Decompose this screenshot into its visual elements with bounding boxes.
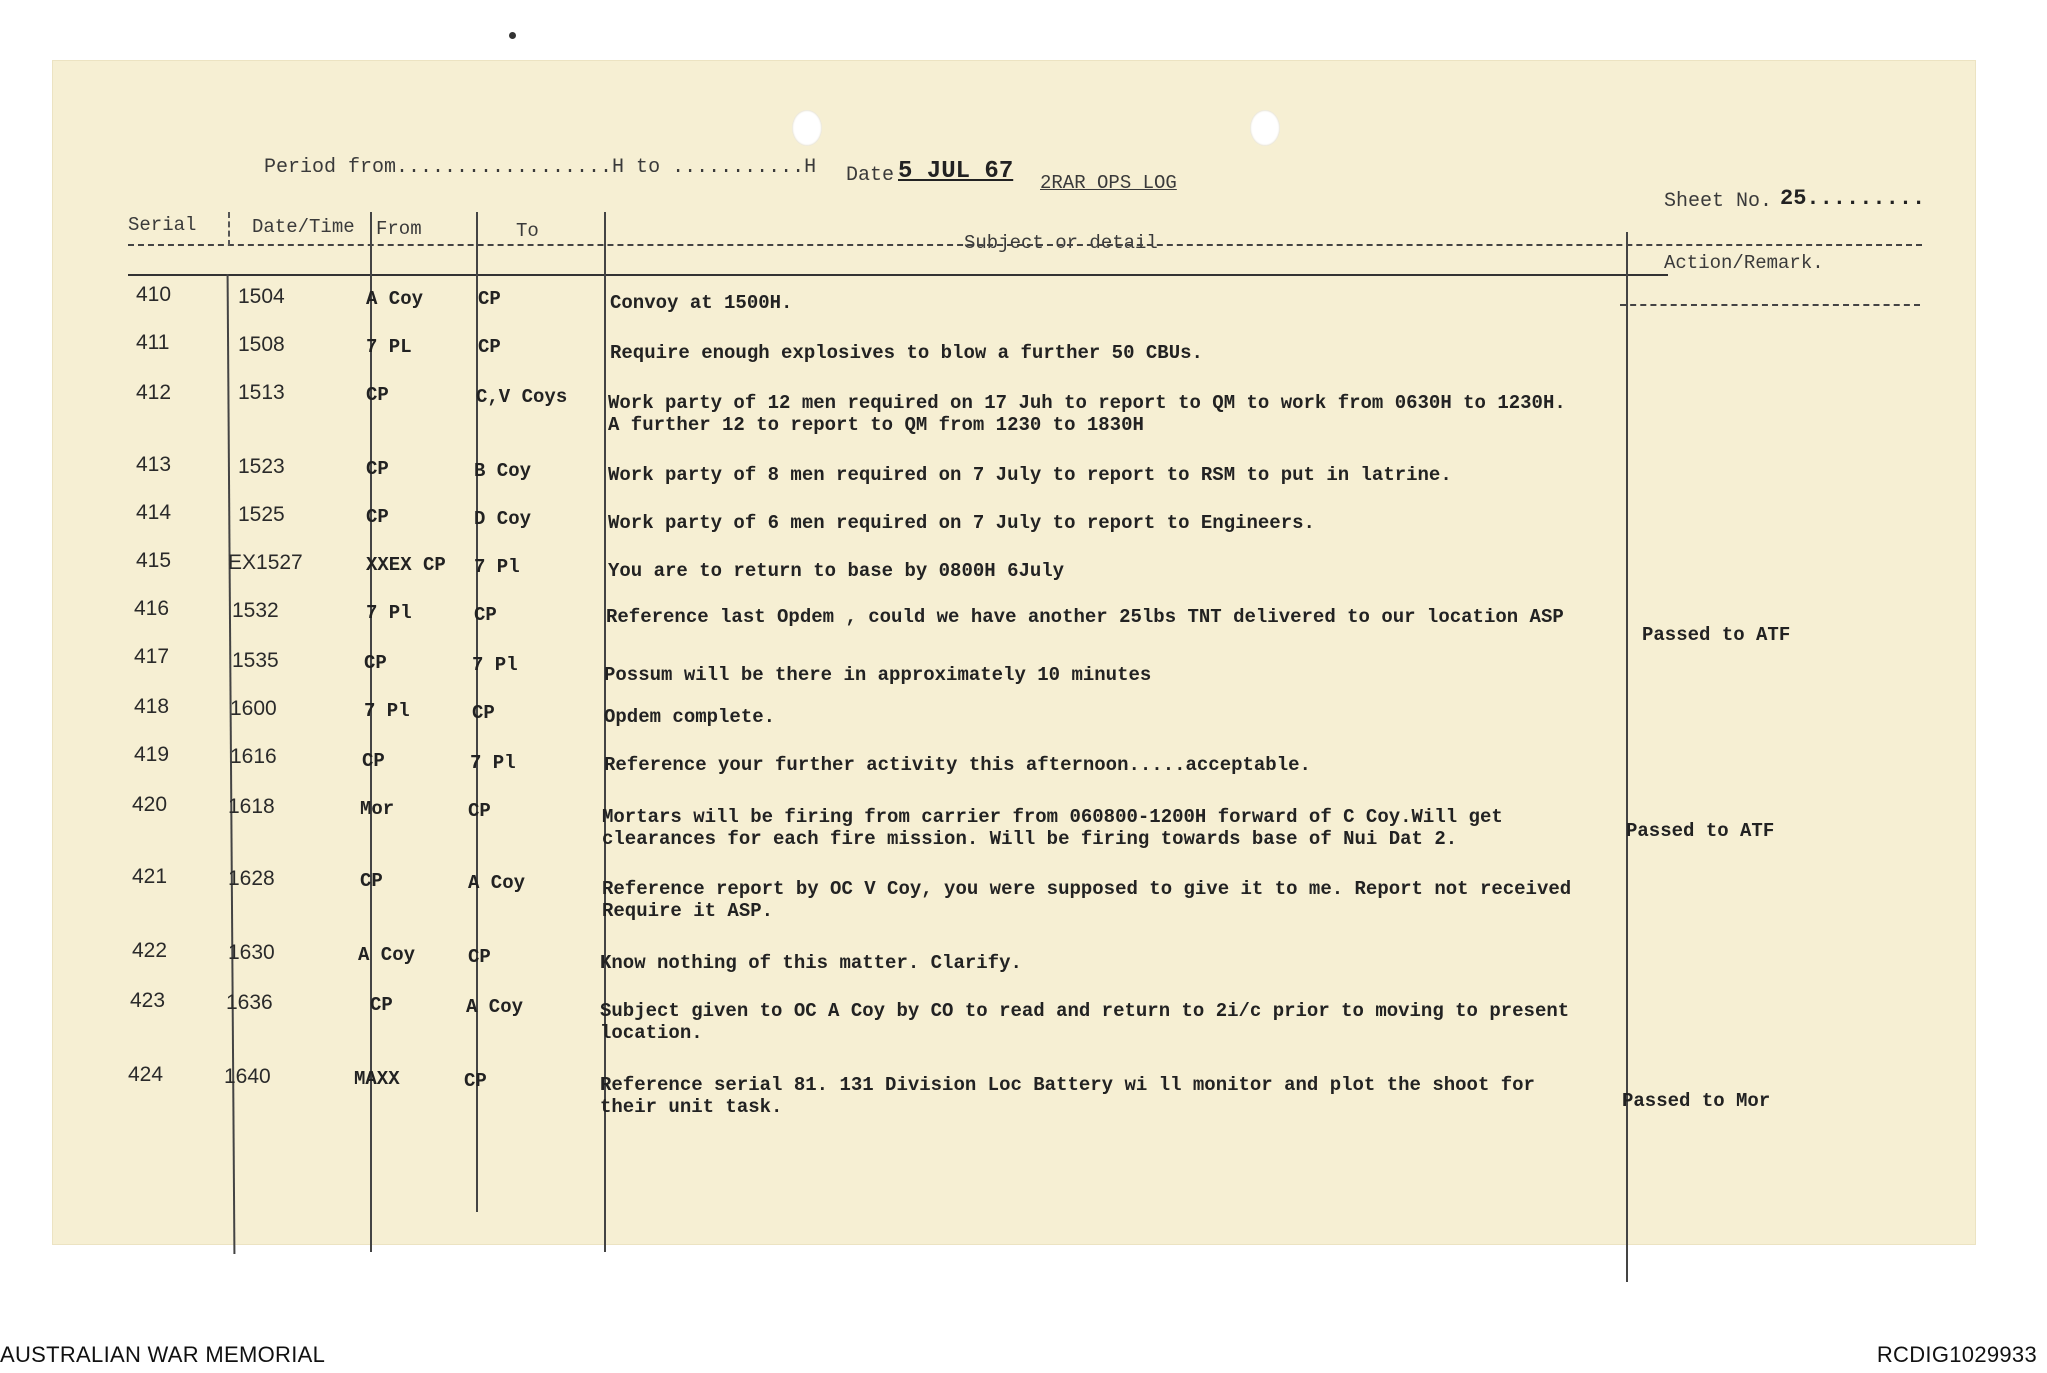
row-from: CP: [366, 384, 389, 406]
row-serial: 424: [128, 1063, 164, 1086]
row-time: 1600: [230, 697, 277, 720]
row-serial: 415: [136, 549, 172, 572]
ops-log-sheet: [52, 60, 1976, 1245]
divider-serial: [228, 212, 230, 246]
row-from: CP: [360, 870, 383, 892]
row-from: CP: [370, 994, 393, 1016]
row-to: D Coy: [474, 508, 532, 530]
row-serial: 412: [136, 381, 172, 404]
row-to: 7 Pl: [474, 556, 520, 578]
row-subject-line: Require it ASP.: [602, 900, 774, 922]
sheet-label: Sheet No.: [1664, 190, 1773, 213]
row-time: 1508: [238, 333, 285, 356]
row-time: EX1527: [228, 551, 303, 574]
row-to: C,V Coys: [476, 386, 568, 408]
row-time: 1628: [228, 867, 275, 890]
log-title: 2RAR OPS LOG: [1040, 172, 1177, 194]
row-action: Passed to ATF: [1642, 624, 1791, 646]
footer-record-id: RCDIG1029933: [1876, 1342, 2037, 1367]
row-subject-line: Require enough explosives to blow a further 50 CBUs.: [610, 342, 1203, 364]
row-to: A Coy: [468, 872, 526, 894]
row-subject-line: Know nothing of this matter. Clarify.: [600, 952, 1022, 974]
row-time: 1630: [228, 941, 275, 964]
row-subject-line: Reference serial 81. 131 Division Loc Battery wi ll monitor and plot the shoot for: [600, 1074, 1535, 1096]
row-serial: 418: [134, 695, 170, 718]
ink-speck: [509, 32, 516, 39]
row-from: A Coy: [358, 944, 416, 966]
row-time: 1535: [232, 649, 279, 672]
row-to: CP: [468, 800, 491, 822]
row-from: 7 Pl: [364, 700, 410, 722]
row-time: 1525: [238, 503, 285, 526]
row-subject-line: Possum will be there in approximately 10 minutes: [604, 664, 1152, 686]
row-subject-line: location.: [600, 1022, 703, 1044]
col-action: Action/Remark.: [1664, 252, 1824, 274]
row-subject-line: A further 12 to report to QM from 1230 to 1830H: [608, 414, 1144, 436]
row-to: CP: [478, 288, 501, 310]
row-subject-line: Opdem complete.: [604, 706, 776, 728]
col-to: To: [516, 220, 539, 242]
row-subject-line: Work party of 8 men required on 7 July to report to RSM to put in latrine.: [608, 464, 1452, 486]
row-subject-line: clearances for each fire mission. Will be firing towards base of Nui Dat 2.: [602, 828, 1458, 850]
date-value: 5 JUL 67: [898, 158, 1014, 185]
row-subject-line: You are to return to base by 0800H 6July: [608, 560, 1065, 582]
row-serial: 414: [136, 501, 172, 524]
row-action: Passed to ATF: [1626, 820, 1775, 842]
col-subject: Subject or detail: [964, 232, 1158, 254]
col-serial: Serial: [128, 214, 197, 236]
row-subject-line: Convoy at 1500H.: [610, 292, 793, 314]
row-time: 1618: [228, 795, 275, 818]
row-time: 1532: [232, 599, 279, 622]
row-time: 1504: [238, 285, 285, 308]
row-serial: 423: [130, 989, 166, 1012]
row-time: 1640: [224, 1065, 271, 1088]
row-time: 1636: [226, 991, 273, 1014]
footer-archive-name: AUSTRALIAN WAR MEMORIAL: [0, 1342, 326, 1367]
row-serial: 417: [134, 645, 170, 668]
sheet-value: 25.........: [1780, 186, 1926, 211]
row-serial: 413: [136, 453, 172, 476]
col-datetime: Date/Time: [252, 216, 355, 238]
row-from: 7 Pl: [366, 602, 412, 624]
header-rule-top: [128, 244, 1922, 246]
row-from: MAXX: [354, 1068, 400, 1090]
row-to: CP: [474, 604, 497, 626]
row-from: CP: [366, 458, 389, 480]
row-time: 1513: [238, 381, 285, 404]
row-from: A Coy: [366, 288, 424, 310]
row-from: 7 PL: [366, 336, 412, 358]
row-time: 1616: [230, 745, 277, 768]
row-serial: 410: [136, 283, 172, 306]
row-subject-line: Work party of 12 men required on 17 Juh to report to QM to work from 0630H to 1230H.: [608, 392, 1566, 414]
row-from: Mor: [360, 798, 395, 820]
punch-hole-right: [1250, 110, 1280, 146]
row-to: 7 Pl: [472, 654, 518, 676]
row-serial: 419: [134, 743, 170, 766]
row-serial: 416: [134, 597, 170, 620]
row-serial: 411: [136, 331, 170, 354]
row-from: XXEX CP: [366, 554, 446, 576]
row-to: A Coy: [466, 996, 524, 1018]
row-to: CP: [478, 336, 501, 358]
row-serial: 422: [132, 939, 168, 962]
row-subject-line: Reference report by OC V Coy, you were supposed to give it to me. Report not received: [602, 878, 1572, 900]
header-rule-bottom: [128, 274, 1668, 276]
row-action: Passed to Mor: [1622, 1090, 1771, 1112]
row-serial: 421: [132, 865, 168, 888]
row-subject-line: Reference your further activity this afternoon.....acceptable.: [604, 754, 1311, 776]
row-subject-line: Mortars will be firing from carrier from 060800-1200H forward of C Coy.Will get: [602, 806, 1503, 828]
col-from: From: [376, 218, 422, 240]
row-to: CP: [468, 946, 491, 968]
row-to: B Coy: [474, 460, 532, 482]
punch-hole-left: [792, 110, 822, 146]
row-from: CP: [366, 506, 389, 528]
row-subject-line: Reference last Opdem , could we have another 25lbs TNT delivered to our location ASP: [606, 606, 1564, 628]
action-rule: [1620, 304, 1920, 306]
divider-from: [370, 212, 372, 1252]
period-field: Period from..................H to ...........H: [264, 156, 817, 179]
row-subject-line: Work party of 6 men required on 7 July to report to Engineers.: [608, 512, 1315, 534]
row-from: CP: [364, 652, 387, 674]
date-label: Date: [846, 164, 895, 187]
row-serial: 420: [132, 793, 168, 816]
row-time: 1523: [238, 455, 285, 478]
row-to: CP: [472, 702, 495, 724]
row-subject-line: Subject given to OC A Coy by CO to read and return to 2i/c prior to moving to present: [600, 1000, 1570, 1022]
divider-action: [1626, 232, 1628, 1282]
row-to: CP: [464, 1070, 487, 1092]
row-from: CP: [362, 750, 385, 772]
row-to: 7 Pl: [470, 752, 516, 774]
row-subject-line: their unit task.: [600, 1096, 783, 1118]
